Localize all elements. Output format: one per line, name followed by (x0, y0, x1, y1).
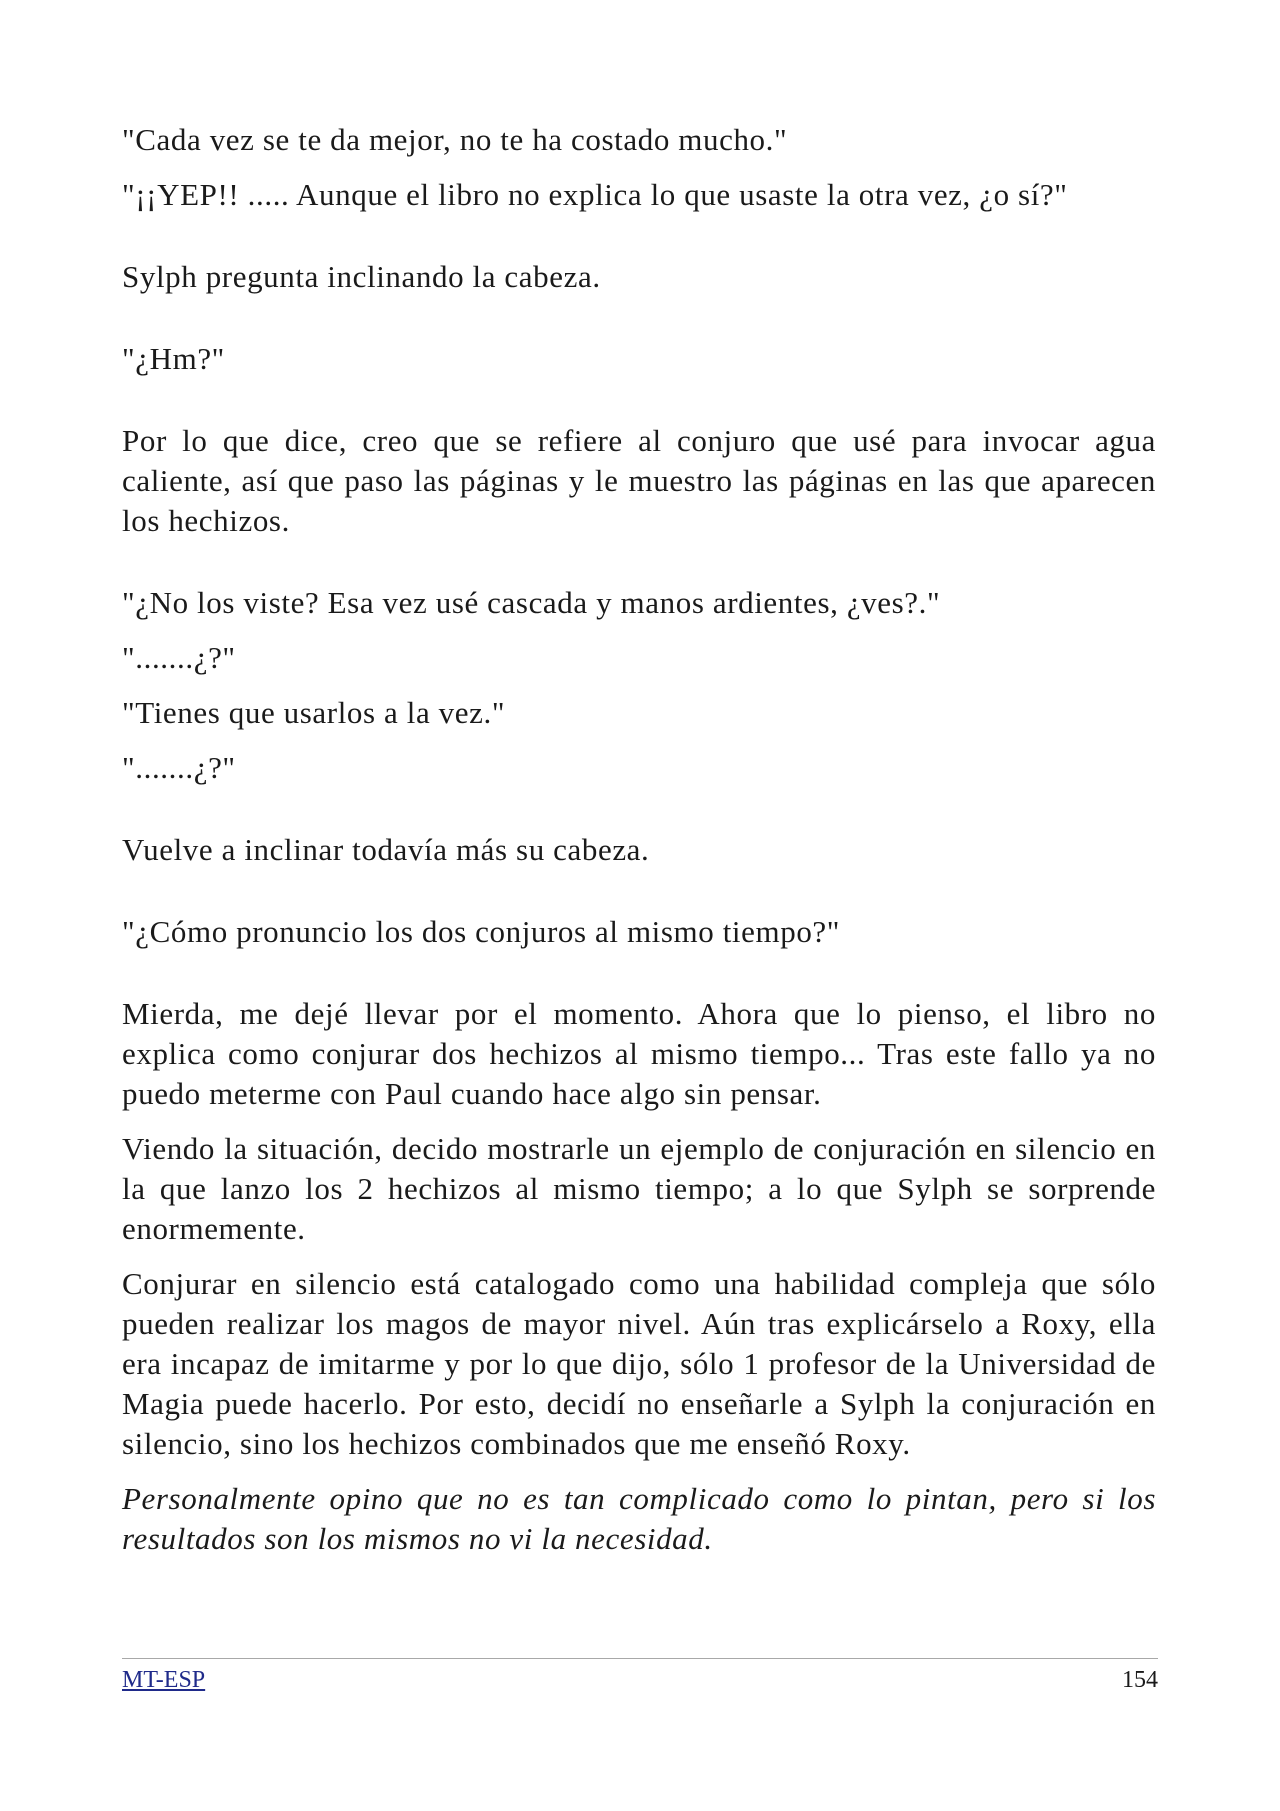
narration-paragraph: Viendo la situación, decido mostrarle un ejemplo de conjuración en silencio en la que lanzo los 2 hechizos al mismo tiempo; a lo que Sylph se sorprende enormemente. (122, 1131, 1156, 1246)
narration-paragraph: Mierda, me dejé llevar por el momento. Ahora que lo pienso, el libro no explica como conjurar dos hechizos al mismo tiempo... Tras este fallo ya no puedo meterme con Paul cuando hace algo sin pensar. (122, 996, 1156, 1111)
page-footer (122, 1658, 1158, 1695)
footer-link[interactable]: MT-ESP (122, 1667, 206, 1693)
dialogue-line: ".......¿?" (122, 640, 236, 675)
dialogue-line: ".......¿?" (122, 750, 236, 785)
narration-paragraph: Por lo que dice, creo que se refiere al conjuro que usé para invocar agua caliente, así que paso las páginas y le muestro las páginas en las que aparecen los hechizos. (122, 423, 1156, 538)
dialogue-line: "Tienes que usarlos a la vez." (122, 695, 506, 730)
dialogue-line: "Cada vez se te da mejor, no te ha costado mucho." (122, 122, 788, 157)
narration-paragraph: Sylph pregunta inclinando la cabeza. (122, 259, 601, 294)
narration-paragraph: Vuelve a inclinar todavía más su cabeza. (122, 832, 650, 867)
page-number: 154 (1122, 1667, 1158, 1693)
narration-paragraph: Conjurar en silencio está catalogado como una habilidad compleja que sólo pueden realizar los magos de mayor nivel. Aún tras explicárselo a Roxy, ella era incapaz de imitarme y por lo que dijo, sólo 1 profesor de la Universidad de Magia puede hacerlo. Por esto, decidí no enseñarle a Sylph la conjuración en silencio, sino los hechizos combinados que me enseñó Roxy. (122, 1266, 1156, 1461)
dialogue-line: "¿Hm?" (122, 341, 225, 376)
page-body (122, 120, 1156, 1559)
italic-thought-paragraph: Personalmente opino que no es tan complicado como lo pintan, pero si los resultados son los mismos no vi la necesidad. (122, 1481, 1156, 1556)
dialogue-line: "¡¡YEP!! ..... Aunque el libro no explica lo que usaste la otra vez, ¿o sí?" (122, 177, 1068, 212)
dialogue-line: "¿No los viste? Esa vez usé cascada y manos ardientes, ¿ves?." (122, 585, 941, 620)
dialogue-line: "¿Cómo pronuncio los dos conjuros al mismo tiempo?" (122, 914, 841, 949)
